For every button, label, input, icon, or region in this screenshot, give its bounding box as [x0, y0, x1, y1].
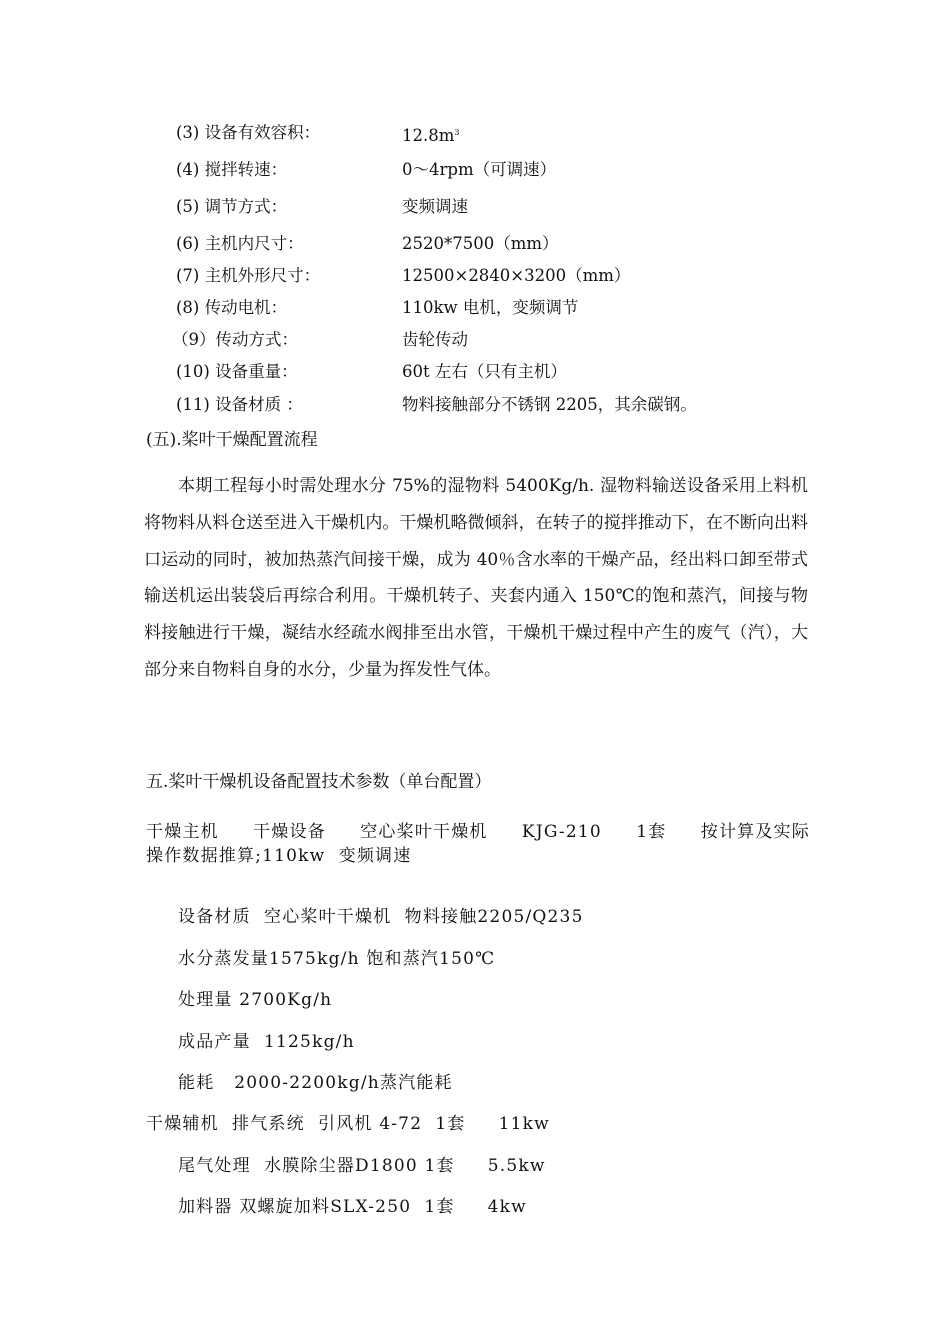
- spec-key: (4) 搅拌转速：: [176, 160, 288, 179]
- section-heading: (五).桨叶干燥配置流程: [146, 430, 318, 450]
- flow-paragraph: 本期工程每小时需处理水分 75%的湿物料 5400Kg/h. 湿物料输送设备采用上料机将物料从料仓送至进入干燥机内。干燥机略微倾斜，在转子的搅拌推动下，在不断向出料口运动的同时，被加热蒸汽间接干燥，成为 40％含水率的干燥产品，经出料口卸至带式输送机运出装袋后再综合利用。干燥机转子、夹套内通入 150℃的饱和蒸汽，间接与物料接触进行干燥，凝结水经疏水阀排至出水管，干燥机干燥过程中产生的废气（汽），大部分来自物料自身的水分，少量为挥发性气体。: [144, 476, 808, 680]
- superscript: 3: [454, 128, 460, 137]
- spec-value: 110kw 电机，变频调节: [402, 298, 579, 317]
- spec-key: (8) 传动电机：: [176, 298, 288, 317]
- config-cell: KJG-210: [521, 822, 602, 842]
- spec-key: (11) 设备材质 ：: [176, 395, 303, 414]
- config-main-line-2: 操作数据推算;110kw 变频调速: [146, 846, 412, 866]
- config-cell: 干燥主机: [146, 822, 219, 842]
- config-main-block: [146, 820, 810, 868]
- config-line: 尾气处理 水膜除尘器D1800 1套 5.5kw: [178, 1156, 546, 1176]
- spec-value: 变频调速: [402, 197, 468, 216]
- config-cell: 按计算及实际: [700, 822, 810, 842]
- spec-value: 物料接触部分不锈钢 2205，其余碳钢。: [402, 395, 697, 414]
- spec-key: (5) 调节方式：: [176, 197, 288, 216]
- spec-key: (3) 设备有效容积：: [176, 123, 321, 142]
- spec-value: 0～4rpm（可调速）: [402, 160, 557, 179]
- section-heading: 五.桨叶干燥机设备配置技术参数（单台配置）: [146, 772, 492, 792]
- config-line: 干燥辅机 排气系统 引风机 4-72 1套 11kw: [146, 1114, 550, 1134]
- spec-key: （9）传动方式：: [172, 330, 298, 349]
- spec-value: $12.8m^3$: [402, 126, 460, 145]
- config-line: 水分蒸发量1575kg/h 饱和蒸汽150℃: [178, 949, 496, 969]
- config-cell: 干燥设备: [253, 822, 326, 842]
- config-line: 设备材质 空心桨叶干燥机 物料接触2205/Q235: [178, 907, 584, 927]
- config-line: 加料器 双螺旋加料SLX-250 1套 4kw: [178, 1197, 527, 1217]
- spec-value: 2520*7500（mm）: [402, 234, 559, 253]
- config-cell: 空心桨叶干燥机: [360, 822, 488, 842]
- config-line: 成品产量 1125kg/h: [178, 1032, 355, 1052]
- spec-value: 12500×2840×3200（mm）: [402, 266, 631, 285]
- spec-key: (10) 设备重量：: [176, 362, 298, 381]
- spec-key: (7) 主机外形尺寸：: [176, 266, 321, 285]
- config-line: 处理量 2700Kg/h: [178, 990, 333, 1010]
- spec-value: 齿轮传动: [402, 330, 468, 349]
- config-main-line: [146, 820, 810, 844]
- config-cell: 1套: [636, 822, 667, 842]
- spec-key: (6) 主机内尺寸：: [176, 234, 304, 253]
- spec-value: 60t 左右（只有主机）: [402, 362, 567, 381]
- config-line: 能耗 2000-2200kg/h蒸汽能耗: [178, 1073, 453, 1093]
